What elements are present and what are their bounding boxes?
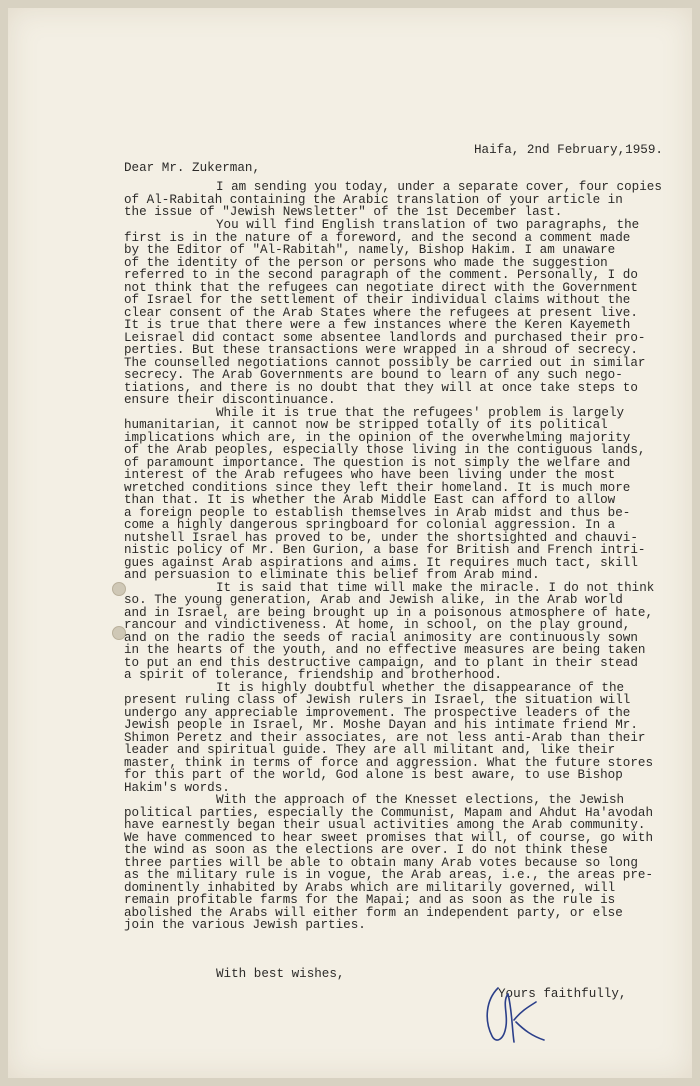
date-line: Haifa, 2nd February,1959. (474, 143, 663, 157)
body-line: the wind as soon as the elections are over. I do not think these (124, 843, 608, 857)
body-line: come a highly dangerous springboard for colonial aggression. In a (124, 518, 616, 532)
body-line: It is said that time will make the miracle. I do not think (216, 581, 655, 595)
body-line: nistic policy of Mr. Ben Gurion, a base for British and French intri- (124, 543, 646, 557)
body-line: Leisrael did contact some absentee landlords and purchased their pro- (124, 331, 646, 345)
body-line: not think that the refugees can negotiate direct with the Government (124, 281, 638, 295)
body-line: of paramount importance. The question is not simply the welfare and (124, 456, 631, 470)
letter-page (8, 8, 692, 1078)
body-line: secrecy. The Arab Governments are bound to learn of any such nego- (124, 368, 623, 382)
body-line: nutshell Israel has proved to be, under the shortsighted and chauvi- (124, 531, 638, 545)
body-line: It is highly doubtful whether the disappearance of the (216, 681, 625, 695)
handwritten-signature-icon (478, 980, 558, 1052)
body-line: of Al-Rabitah containing the Arabic translation of your article in (124, 193, 623, 207)
body-line: in the hearts of the youth, and no effective measures are being taken (124, 643, 646, 657)
signoff: Yours faithfully, (498, 987, 627, 1001)
body-line: dominently inhabited by Arabs which are militarily governed, will (124, 881, 616, 895)
body-line: political parties, especially the Communist, Mapam and Ahdut Ha'avodah (124, 806, 654, 820)
body-line: Shimon Peretz and their associates, are not less anti-Arab than their (124, 731, 646, 745)
body-line: of Israel for the settlement of their individual claims without the (124, 293, 631, 307)
body-line: perties. But these transactions were wrapped in a shroud of secrecy. (124, 343, 638, 357)
body-line: of the identity of the person or persons who made the suggestion (124, 256, 608, 270)
body-line: gues against Arab aspirations and aims. It requires much tact, skill (124, 556, 638, 570)
body-line: master, think in terms of force and aggression. What the future stores (124, 756, 654, 770)
body-line: undergo any appreciable improvement. The prospective leaders of the (124, 706, 631, 720)
body-line: and persuasion to eliminate this belief from Arab mind. (124, 568, 540, 582)
body-line: to put an end this destructive campaign, and to plant in their stead (124, 656, 638, 670)
body-line: and on the radio the seeds of racial animosity are continuously sown (124, 631, 638, 645)
body-line: and in Israel, are being brought up in a poisonous atmosphere of hate, (124, 606, 654, 620)
body-line: present ruling class of Jewish rulers in Israel, the situation will (124, 693, 631, 707)
body-line: humanitarian, it cannot now be stripped totally of its political (124, 418, 608, 432)
body-line: interest of the Arab refugees who have been living under the most (124, 468, 616, 482)
body-line: tiations, and there is no doubt that they will at once take steps to (124, 381, 638, 395)
body-line: abolished the Arabs will either form an independent party, or else (124, 906, 623, 920)
body-line: three parties will be able to obtain many Arab votes because so long (124, 856, 638, 870)
body-line: The counselled negotiations cannot possibly be carried out in similar (124, 356, 646, 370)
body-line: have earnestly began their usual activities among the Arab community. (124, 818, 646, 832)
body-line: While it is true that the refugees' problem is largely (216, 406, 625, 420)
body-line: first is in the nature of a foreword, and the second a comment made (124, 231, 631, 245)
body-line: referred to in the second paragraph of the comment. Personally, I do (124, 268, 638, 282)
body-line: I am sending you today, under a separate cover, four copies (216, 180, 662, 194)
body-line: It is true that there were a few instances where the Keren Kayemeth (124, 318, 631, 332)
body-line: clear consent of the Arab States where the refugees at present live. (124, 306, 638, 320)
body-line: join the various Jewish parties. (124, 918, 366, 932)
body-line: Hakim's words. (124, 781, 230, 795)
body-line: leader and spiritual guide. They are all militant and, like their (124, 743, 616, 757)
body-line: as the military rule is in vogue, the Arab areas, i.e., the areas pre- (124, 868, 654, 882)
body-line: by the Editor of "Al-Rabitah", namely, Bishop Hakim. I am unaware (124, 243, 616, 257)
body-line: remain profitable farms for the Mapai; and as soon as the rule is (124, 893, 616, 907)
body-line: ensure their discontinuance. (124, 393, 336, 407)
body-line: a spirit of tolerance, friendship and brotherhood. (124, 668, 502, 682)
body-line: With the approach of the Knesset elections, the Jewish (216, 793, 625, 807)
body-line: for this part of the world, God alone is best aware, to use Bishop (124, 768, 623, 782)
salutation: Dear Mr. Zukerman, (124, 161, 261, 175)
body-line: implications which are, in the opinion of the overwhelming majority (124, 431, 631, 445)
body-line: Jewish people in Israel, Mr. Moshe Dayan and his intimate friend Mr. (124, 718, 638, 732)
body-line: a foreign people to establish themselves in Arab midst and thus be- (124, 506, 631, 520)
body-line: wretched conditions since they left their homeland. It is much more (124, 481, 631, 495)
body-line: You will find English translation of two paragraphs, the (216, 218, 640, 232)
closing-line: With best wishes, (216, 967, 345, 981)
body-line: of the Arab peoples, especially those living in the contiguous lands, (124, 443, 646, 457)
body-line: rancour and vindictiveness. At home, in school, on the play ground, (124, 618, 631, 632)
body-line: so. The young generation, Arab and Jewish alike, in the Arab world (124, 593, 623, 607)
body-line: the issue of "Jewish Newsletter" of the 1st December last. (124, 205, 563, 219)
body-line: We have commenced to hear sweet promises that will, of course, go with (124, 831, 654, 845)
body-line: than that. It is whether the Arab Middle East can afford to allow (124, 493, 616, 507)
